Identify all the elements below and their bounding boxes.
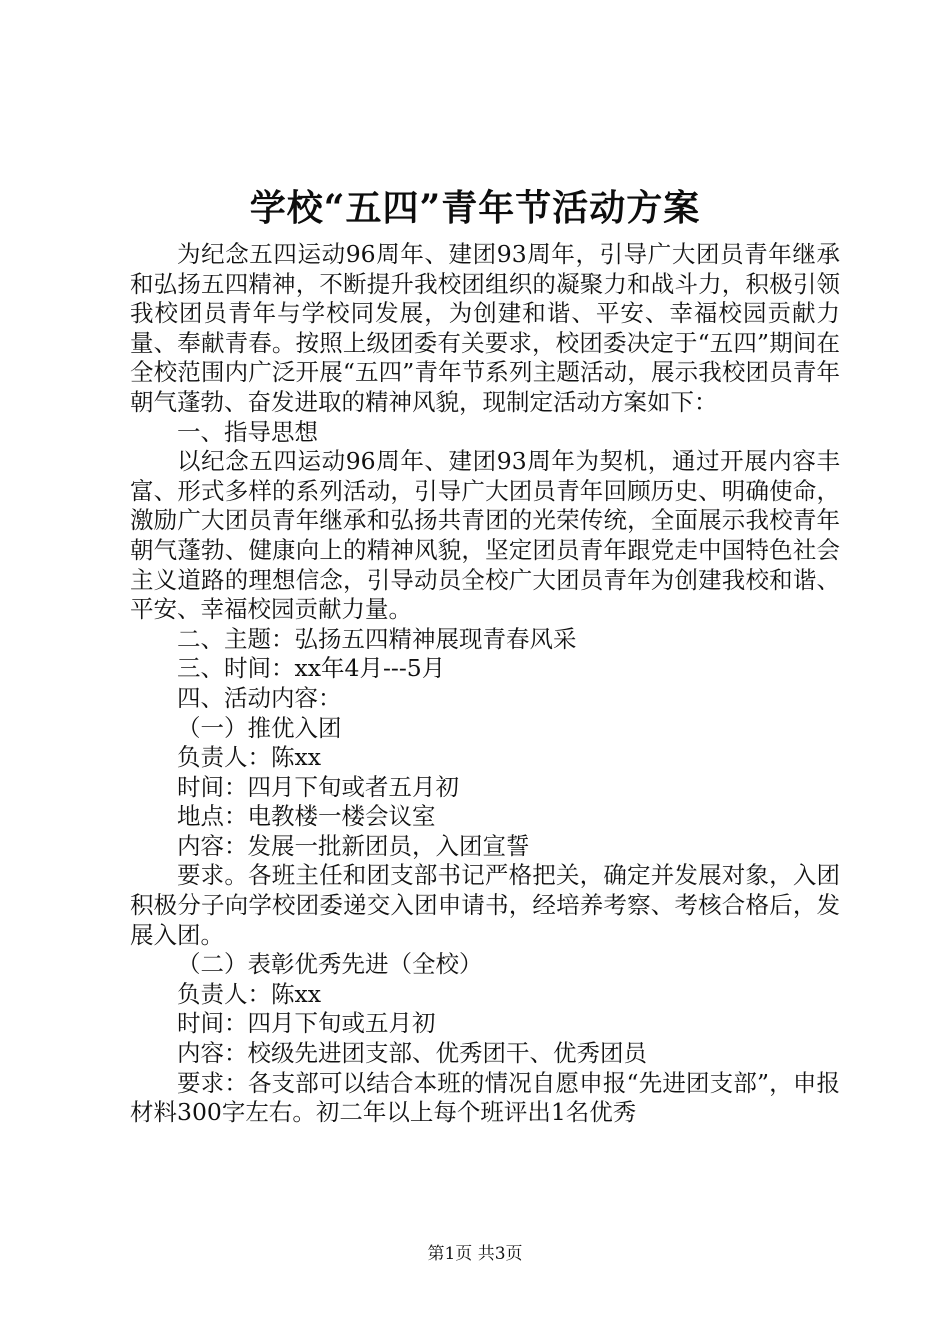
activity-2-heading: （二）表彰优秀先进（全校） [177, 950, 483, 979]
activity-1-content: 内容：发展一批新团员，入团宣誓 [177, 831, 530, 860]
page-footer: 第1页 共3页 [427, 1244, 523, 1264]
document-title: 学校“五四”青年节活动方案 [249, 187, 701, 229]
activity-2-requirement: 要求：各支部可以结合本班的情况自愿申报“先进团支部”，申报材料300字左右。初二年以上每个班评出1名优秀 [130, 1068, 840, 1127]
activity-1-time: 时间：四月下旬或者五月初 [177, 772, 459, 801]
section-heading-activities: 四、活动内容： [177, 683, 342, 712]
section-time: 三、时间：xx年4月---5月 [177, 654, 446, 683]
section-theme: 二、主题：弘扬五四精神展现青春风采 [177, 624, 577, 653]
activity-2-content: 内容：校级先进团支部、优秀团干、优秀团员 [177, 1039, 647, 1068]
guiding-ideology-paragraph: 以纪念五四运动96周年、建团93周年为契机，通过开展内容丰富、形式多样的系列活动，引导广大团员青年回顾历史、明确使命，激励广大团员青年继承和弘扬共青团的光荣传统，全面展示我校青年朝气蓬勃、健康向上的精神风貌，坚定团员青年跟党走中国特色社会主义道路的理想信念，引导动员全校广大团员青年为创建我校和谐、平安、幸福校园贡献力量。 [130, 447, 840, 624]
activity-2-time: 时间：四月下旬或五月初 [177, 1009, 436, 1038]
activity-1-heading: （一）推优入团 [177, 713, 342, 742]
activity-1-location: 地点：电教楼一楼会议室 [177, 802, 436, 831]
activity-2-responsible: 负责人：陈xx [177, 979, 322, 1008]
section-heading-guiding-ideology: 一、指导思想 [177, 417, 318, 446]
intro-paragraph: 为纪念五四运动96周年、建团93周年，引导广大团员青年继承和弘扬五四精神，不断提升我校团组织的凝聚力和战斗力，积极引领我校团员青年与学校同发展，为创建和谐、平安、幸福校园贡献力量、奉献青春。按照上级团委有关要求，校团委决定于“五四”期间在全校范围内广泛开展“五四”青年节系列主题活动，展示我校团员青年朝气蓬勃、奋发进取的精神风貌，现制定活动方案如下： [130, 240, 840, 416]
document-body [130, 240, 840, 1128]
activity-1-responsible: 负责人：陈xx [177, 743, 322, 772]
activity-1-requirement: 要求。各班主任和团支部书记严格把关，确定并发展对象，入团积极分子向学校团委递交入团申请书，经培养考察、考核合格后，发展入团。 [130, 861, 840, 949]
